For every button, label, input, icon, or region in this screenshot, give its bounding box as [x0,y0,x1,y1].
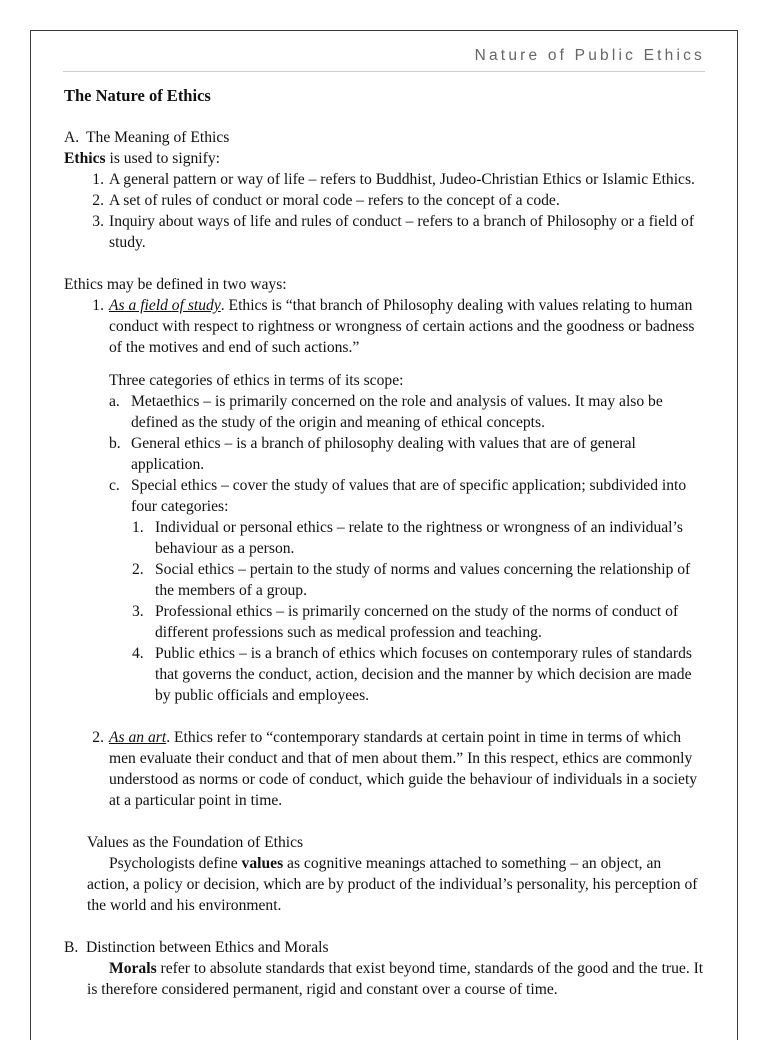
list-item [64,475,707,517]
ethics-term: Ethics [64,150,106,167]
list-item-text: A general pattern or way of life – refers to Buddhist, Judeo-Christian Ethics or Islamic Ethics. [109,171,695,188]
list-item-text: Metaethics – is primarily concerned on the role and analysis of values. It may also be defined as the study of the origin and meaning of ethical concepts. [131,393,663,431]
list-marker: b. [109,435,121,452]
list-marker: 2. [92,192,104,209]
list-item-text: Individual or personal ethics – relate to the rightness or wrongness of an individual’s behaviour as a person. [155,519,683,557]
list-marker: a. [109,393,120,410]
values-text-pre: Psychologists define [109,855,242,872]
as-an-art-label: As an art [109,729,167,746]
values-heading: Values as the Foundation of Ethics [87,834,304,851]
section-a-marker: A. [64,129,80,146]
section-b-heading [64,937,707,958]
values-text-post: as cognitive meanings attached to something – an object, an action, a policy or decision, which are by product of the individual’s personality, his perception of the world and his environment. [87,855,698,914]
field-of-study-text: . Ethics is “that branch of Philosophy dealing with values relating to human conduct with respect to rightness or wrongness of certain actions and the goodness or badness of the motives and end of such actions.” [109,297,695,356]
page-title: The Nature of Ethics [64,86,211,105]
categories-list [64,391,707,517]
values-paragraph [87,853,707,916]
list-item [64,211,707,253]
list-item [64,559,707,601]
list-item-text: Inquiry about ways of life and rules of conduct – refers to a branch of Philosophy or a field of study. [109,213,695,251]
list-marker: 1. [92,297,104,314]
running-header: Nature of Public Ethics [63,47,705,72]
list-item [64,190,707,211]
categories-intro: Three categories of ethics in terms of its scope: [109,372,404,389]
list-marker: 1. [92,171,104,188]
ethics-intro [64,148,707,169]
list-marker: 1. [132,519,144,536]
list-item-text: Public ethics – is a branch of ethics which focuses on contemporary rules of standards that governs the conduct, action, decision and the manner by which decision are made by public officials and employees. [155,645,692,704]
meaning-list [64,169,707,253]
section-b-marker: B. [64,939,79,956]
document-body [64,85,707,1000]
section-b [64,937,707,1000]
ethics-intro-text: is used to signify: [105,150,220,167]
list-item [64,391,707,433]
list-marker: 2. [132,561,144,578]
list-item [64,643,707,706]
special-ethics-list [64,517,707,706]
list-item [64,517,707,559]
list-marker: 4. [132,645,144,662]
list-item [64,433,707,475]
morals-paragraph [64,958,707,1000]
section-b-title: Distinction between Ethics and Morals [86,939,329,956]
section-a-heading [64,127,707,148]
list-marker: 2. [92,729,104,746]
list-item [64,169,707,190]
list-item-text: Professional ethics – is primarily concerned on the study of the norms of conduct of different professions such as medical profession and teaching. [155,603,679,641]
definition-field-of-study [64,295,707,358]
definition-as-an-art [64,727,707,811]
list-item [64,601,707,643]
section-a-title: The Meaning of Ethics [86,129,230,146]
list-marker: 3. [92,213,104,230]
morals-term: Morals [109,960,157,977]
values-section [64,832,707,916]
morals-text: refer to absolute standards that exist beyond time, standards of the good and the true. It is therefore considered permanent, rigid and constant over a course of time. [87,960,704,998]
section-a [64,127,707,253]
list-marker: c. [109,477,120,494]
list-item-text: General ethics – is a branch of philosophy dealing with values that are of general application. [131,435,636,473]
as-an-art-text: . Ethics refer to “contemporary standards at certain point in time in terms of which men evaluate their conduct and that of men about them.” In this respect, ethics are commonly understood as norms or code of conduct, which guide the behaviour of individuals in a society at a particular point in time. [109,729,698,809]
field-of-study-label: As a field of study [109,297,221,314]
values-term: values [241,855,284,872]
list-item-text: A set of rules of conduct or moral code – refers to the concept of a code. [109,192,560,209]
list-item-text: Special ethics – cover the study of values that are of specific application; subdivided into four categories: [131,477,687,515]
definitions-intro: Ethics may be defined in two ways: [64,276,287,293]
document-page [30,30,738,1040]
list-marker: 3. [132,603,144,620]
list-item-text: Social ethics – pertain to the study of norms and values concerning the relationship of the members of a group. [155,561,691,599]
